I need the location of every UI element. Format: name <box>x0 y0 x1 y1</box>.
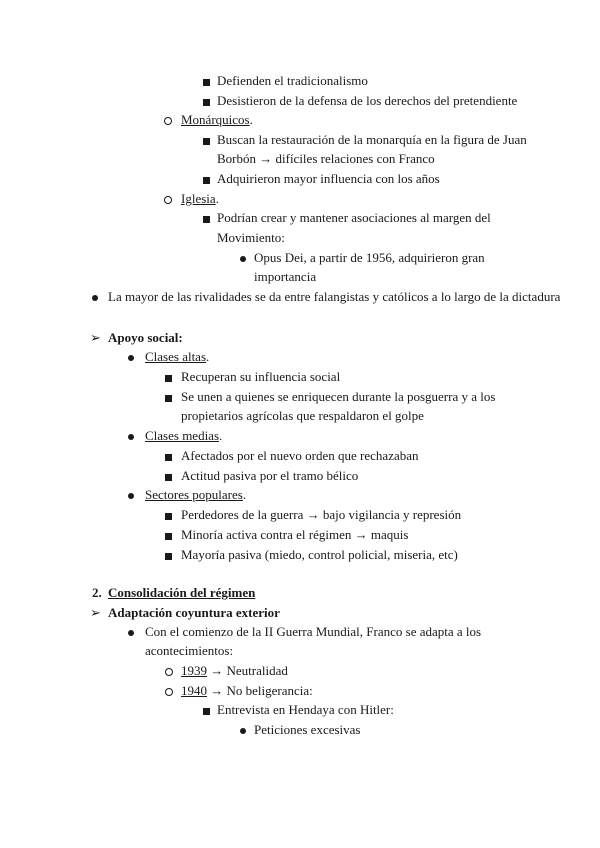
list-item-continuation: importancia <box>254 269 317 284</box>
monarquicos-punct: . <box>249 112 253 127</box>
clases-altas-punct: . <box>206 349 210 364</box>
square-bullet-icon <box>165 395 172 402</box>
dot-bullet-icon <box>128 493 134 499</box>
list-item: Afectados por el nuevo orden que rechazaban <box>181 448 419 463</box>
list-item: Adquirieron mayor influencia con los años <box>217 171 440 186</box>
list-item: Perdedores de la guerra → bajo vigilancia y represión <box>181 507 462 522</box>
section-title: Consolidación del régimen <box>108 585 256 600</box>
square-bullet-icon <box>203 708 210 715</box>
monarquicos-label: Monárquicos <box>181 112 250 127</box>
square-bullet-icon <box>165 474 172 481</box>
clases-altas-label: Clases altas <box>145 349 207 364</box>
list-item: Recuperan su influencia social <box>181 369 341 384</box>
neutralidad-text: → Neutralidad <box>210 663 288 678</box>
square-bullet-icon <box>203 138 210 145</box>
no-beligerancia-text: → No beligerancia: <box>210 683 313 698</box>
list-item-continuation: propietarios agrícolas que respaldaron el golpe <box>181 408 424 423</box>
list-item: Peticiones excesivas <box>254 722 361 737</box>
list-item: Con el comienzo de la II Guerra Mundial, Franco se adapta a los <box>145 624 482 639</box>
list-item: La mayor de las rivalidades se da entre falangistas y católicos a lo largo de la dictadura <box>108 289 561 304</box>
square-bullet-icon <box>165 454 172 461</box>
list-item-continuation: Borbón → difíciles relaciones con Franco <box>217 151 435 166</box>
list-item-sectores-populares <box>145 487 246 503</box>
list-item: Se unen a quienes se enriquecen durante la posguerra y a los <box>181 389 496 404</box>
dot-bullet-icon <box>128 630 134 636</box>
list-item-clases-altas <box>145 349 209 365</box>
clases-medias-label: Clases medias <box>145 428 220 443</box>
list-item-continuation: Movimiento: <box>217 230 285 245</box>
list-item-1940 <box>181 683 313 699</box>
dot-bullet-icon <box>128 355 134 361</box>
list-item-clases-medias <box>145 428 222 444</box>
list-item: Minoría activa contra el régimen → maquis <box>181 527 409 542</box>
dot-bullet-icon <box>128 434 134 440</box>
dot-bullet-icon <box>240 728 246 734</box>
square-bullet-icon <box>203 216 210 223</box>
square-bullet-icon <box>165 513 172 520</box>
square-bullet-icon <box>165 375 172 382</box>
list-item: Mayoría pasiva (miedo, control policial, miseria, etc) <box>181 547 458 562</box>
arrow-bullet-icon: ➢ <box>90 605 101 620</box>
square-bullet-icon <box>203 79 210 86</box>
square-bullet-icon <box>165 533 172 540</box>
list-item-continuation: acontecimientos: <box>145 643 234 658</box>
list-item: Opus Dei, a partir de 1956, adquirieron gran <box>254 250 485 265</box>
square-bullet-icon <box>203 99 210 106</box>
arrow-bullet-icon: ➢ <box>90 330 101 345</box>
year-1939: 1939 <box>181 663 207 678</box>
list-item: Defienden el tradicionalismo <box>217 73 368 88</box>
circle-bullet-icon <box>165 668 173 676</box>
circle-bullet-icon <box>164 117 172 125</box>
circle-bullet-icon <box>165 688 173 696</box>
square-bullet-icon <box>165 553 172 560</box>
sectores-populares-label: Sectores populares <box>145 487 243 502</box>
iglesia-punct: . <box>215 191 219 206</box>
dot-bullet-icon <box>240 256 246 262</box>
list-item: Actitud pasiva por el tramo bélico <box>181 468 359 483</box>
list-item-1939 <box>181 663 288 679</box>
section-heading: Adaptación coyuntura exterior <box>108 605 280 620</box>
year-1940: 1940 <box>181 683 207 698</box>
dot-bullet-icon <box>92 295 98 301</box>
list-item-iglesia <box>181 191 219 207</box>
section-number: 2. <box>92 585 102 600</box>
list-item: Desistieron de la defensa de los derechos del pretendiente <box>217 93 518 108</box>
list-item-monarquicos <box>181 112 253 128</box>
iglesia-label: Iglesia <box>181 191 216 206</box>
list-item: Podrían crear y mantener asociaciones al margen del <box>217 210 491 225</box>
list-item: Buscan la restauración de la monarquía en la figura de Juan <box>217 132 527 147</box>
list-item: Entrevista en Hendaya con Hitler: <box>217 702 394 717</box>
circle-bullet-icon <box>164 196 172 204</box>
section-heading: Apoyo social: <box>108 330 183 345</box>
square-bullet-icon <box>203 177 210 184</box>
sectores-populares-punct: . <box>242 487 247 502</box>
clases-medias-punct: . <box>219 428 223 443</box>
